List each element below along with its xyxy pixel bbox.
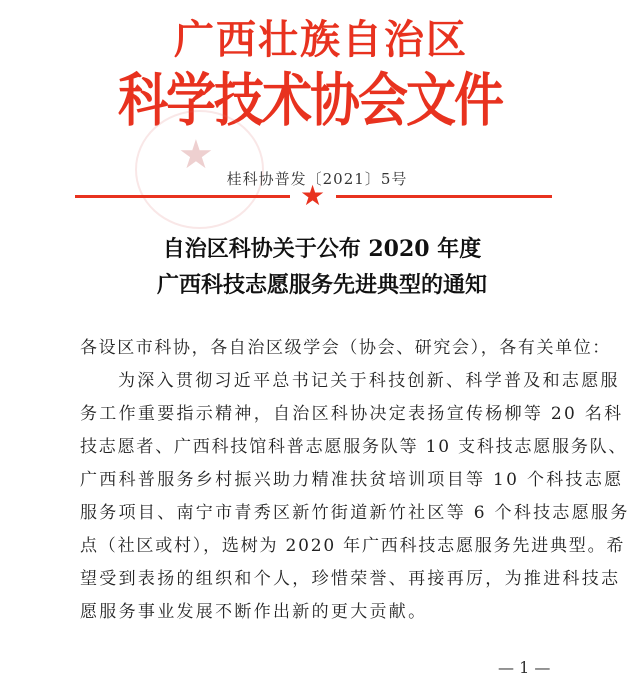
document-heading: 科学技术协会文件 <box>118 67 502 134</box>
body-line: 为深入贯彻习近平总书记关于科技创新、科学普及和志愿服 <box>118 371 620 391</box>
issuer-name: 广西壮族自治区 <box>174 17 468 63</box>
body-line: 技志愿者、广西科技馆科普志愿服务队等 10 支科技志愿服务队、 <box>80 437 628 457</box>
page-number: — 1 — <box>498 658 551 677</box>
body-line: 广西科普服务乡村振兴助力精准扶贫培训项目等 10 个科技志愿 <box>80 470 624 490</box>
body-line: 点（社区或村），选树为 2020 年广西科技志愿服务先进典型。希 <box>80 536 626 556</box>
red-star-icon: ★ <box>300 179 326 212</box>
body-line: 务工作重要指示精神，自治区科协决定表扬宣传杨柳等 20 名科 <box>80 404 624 424</box>
seal-star-icon: ★ <box>178 132 214 178</box>
notice-title-line: 广西科技志愿服务先进典型的通知 <box>156 272 487 298</box>
red-divider-left <box>75 195 290 198</box>
body-line: 望受到表扬的组织和个人，珍惜荣誉、再接再厉，为推进科技志 <box>80 569 621 589</box>
body-line: 愿服务事业发展不断作出新的更大贡献。 <box>80 602 428 622</box>
body-line: 服务项目、南宁市青秀区新竹街道新竹社区等 6 个科技志愿服务 <box>80 503 630 523</box>
notice-title-line: 自治区科协关于公布 2020 年度 <box>162 236 482 262</box>
red-divider-right <box>336 195 552 198</box>
document-number: 桂科协普发〔2021〕5号 <box>226 170 408 188</box>
salutation: 各设区市科协，各自治区级学会（协会、研究会），各有关单位： <box>80 338 611 358</box>
